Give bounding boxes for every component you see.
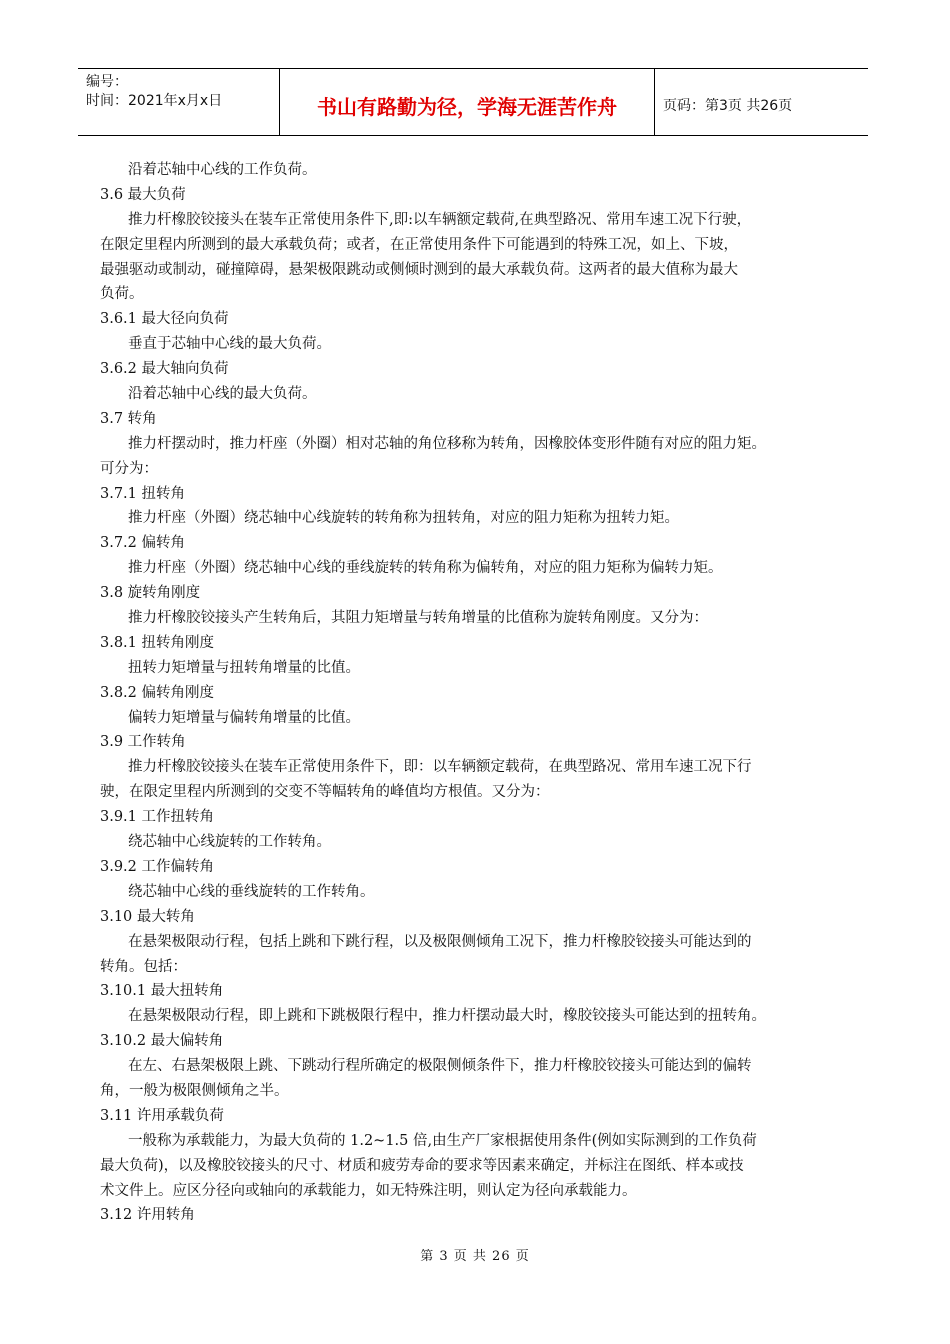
paragraph-line: 角，一般为极限侧倾角之半。 [100,1082,289,1099]
section-heading: 3.6.2 最大轴向负荷 [100,361,229,378]
page-footer: 第 3 页 共 26 页 [420,1249,530,1264]
paragraph-line: 负荷。 [100,286,144,303]
section-heading: 3.10.2 最大偏转角 [100,1033,224,1050]
paragraph-line: 推力杆座（外圈）绕芯轴中心线旋转的转角称为扭转角，对应的阻力矩称为扭转力矩。 [128,510,679,527]
section-heading: 3.10 最大转角 [100,908,195,925]
paragraph-line: 沿着芯轴中心线的最大负荷。 [128,386,317,403]
paragraph-line: 推力杆橡胶铰接头在装车正常使用条件下，即：以车辆额定载荷，在典型路况、常用车速工况下行 [128,759,752,776]
serial-number-label: 编号： [86,74,128,90]
paragraph-line: 一般称为承载能力，为最大负荷的 1.2~1.5 倍,由生产厂家根据使用条件(例如实际测到的工作负荷 [128,1132,757,1149]
paragraph-line: 绕芯轴中心线的垂线旋转的工作转角。 [128,883,375,900]
paragraph-line: 在限定里程内所测到的最大承载负荷；或者，在正常使用条件下可能遇到的特殊工况，如上、下坡， [100,236,738,253]
paragraph-line: 推力杆橡胶铰接头在装车正常使用条件下,即:以车辆额定载荷,在典型路况、常用车速工况下行驶， [128,211,752,228]
paragraph-line: 最强驱动或制动，碰撞障碍，悬架极限跳动或侧倾时测到的最大承载负荷。这两者的最大值称为最大 [100,261,738,278]
paragraph-line: 垂直于芯轴中心线的最大负荷。 [128,336,331,353]
time-label: 时间：2021年x月x日 [86,93,223,109]
section-heading: 3.8.2 偏转角刚度 [100,684,215,701]
paragraph-line: 沿着芯轴中心线的工作负荷。 [128,162,317,178]
paragraph-line: 推力杆橡胶铰接头产生转角后，其阻力矩增量与转角增量的比值称为旋转角刚度。又分为： [128,610,708,627]
section-heading: 3.9.1 工作扭转角 [100,809,215,826]
paragraph-line: 偏转力矩增量与偏转角增量的比值。 [128,709,360,726]
page-header [78,68,868,136]
section-heading: 3.7.1 扭转角 [100,485,186,502]
header-meta-cell [78,69,280,135]
section-heading: 3.8.1 扭转角刚度 [100,634,215,651]
paragraph-line: 在悬架极限动行程，即上跳和下跳极限行程中，推力杆摆动最大时，橡胶铰接头可能达到的扭转角。 [128,1008,766,1025]
section-heading: 3.8 旋转角刚度 [100,585,201,602]
paragraph-line: 推力杆座（外圈）绕芯轴中心线的垂线旋转的转角称为偏转角，对应的阻力矩称为偏转力矩。 [128,560,723,577]
paragraph-line: 扭转力矩增量与扭转角增量的比值。 [128,659,360,676]
section-heading: 3.7.2 偏转角 [100,535,186,552]
paragraph-line: 推力杆摆动时，推力杆座（外圈）相对芯轴的角位移称为转角，因橡胶体变形件随有对应的阻力矩。 [128,435,766,452]
document-body [100,158,860,1228]
section-heading: 3.10.1 最大扭转角 [100,983,224,1000]
section-heading: 3.9.2 工作偏转角 [100,858,215,875]
paragraph-line: 最大负荷)，以及橡胶铰接头的尺寸、材质和疲劳寿命的要求等因素来确定，并标注在图纸、样本或技 [100,1157,744,1174]
section-heading: 3.11 许用承载负荷 [100,1107,224,1124]
header-motto: 书山有路勤为径，学海无涯苦作舟 [280,69,655,135]
paragraph-line: 绕芯轴中心线旋转的工作转角。 [128,834,331,851]
header-page-number: 页码：第3页 共26页 [663,98,793,114]
paragraph-line: 转角。包括： [100,958,187,975]
section-heading: 3.12 许用转角 [100,1207,195,1224]
paragraph-line: 可分为： [100,460,158,477]
section-heading: 3.9 工作转角 [100,734,186,751]
paragraph-line: 在左、右悬架极限上跳、下跳动行程所确定的极限侧倾条件下，推力杆橡胶铰接头可能达到的偏转 [128,1058,752,1075]
section-heading: 3.6 最大负荷 [100,186,186,203]
section-heading: 3.7 转角 [100,410,157,427]
paragraph-line: 驶，在限定里程内所测到的交变不等幅转角的峰值均方根值。又分为： [100,784,550,801]
section-heading: 3.6.1 最大径向负荷 [100,311,229,328]
paragraph-line: 术文件上。应区分径向或轴向的承载能力，如无特殊注明，则认定为径向承载能力。 [100,1182,637,1199]
paragraph-line: 在悬架极限动行程，包括上跳和下跳行程，以及极限侧倾角工况下，推力杆橡胶铰接头可能达到的 [128,933,752,950]
